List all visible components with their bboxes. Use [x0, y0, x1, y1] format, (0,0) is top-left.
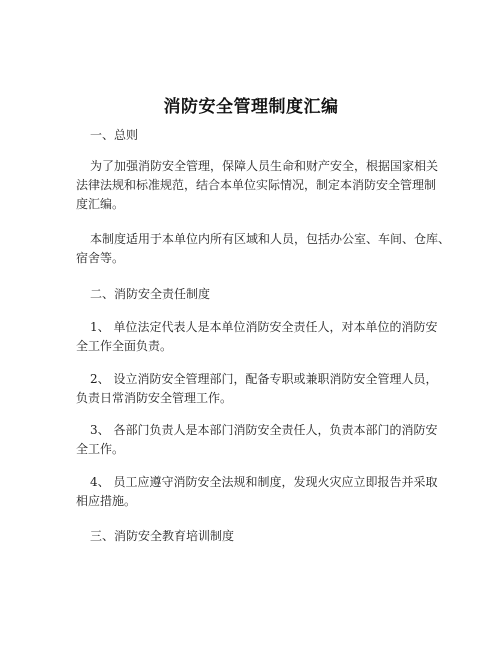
paragraph-line: 为了加强消防安全管理，保障人员生命和财产安全，根据国家相关 [90, 159, 439, 173]
document-title: 消防安全管理制度汇编 [163, 97, 339, 117]
responsibility-item-2 [76, 370, 446, 408]
responsibility-item-1 [76, 318, 446, 356]
paragraph-line: 1、 单位法定代表人是本单位消防安全责任人，对本单位的消防安 [90, 320, 438, 334]
paragraph-line: 度汇编。 [76, 197, 125, 211]
paragraph-line: 一、总则 [90, 128, 139, 142]
paragraph-line: 本制度适用于本单位内所有区域和人员，包括办公室、车间、仓库、 [90, 232, 451, 246]
responsibility-item-3 [76, 421, 446, 459]
paragraph-scope [76, 230, 451, 268]
paragraph-purpose [76, 157, 446, 214]
paragraph-line: 2、 设立消防安全管理部门，配备专职或兼职消防安全管理人员， [90, 372, 438, 386]
paragraph-line: 法律法规和标准规范，结合本单位实际情况，制定本消防安全管理制 [76, 178, 437, 192]
paragraph-line: 全工作。 [76, 442, 125, 456]
section-heading-responsibility [76, 285, 460, 304]
paragraph-line: 二、消防安全责任制度 [90, 287, 211, 301]
paragraph-line: 3、 各部门负责人是本部门消防安全责任人，负责本部门的消防安 [90, 423, 438, 437]
paragraph-line: 全工作全面负责。 [76, 339, 173, 353]
paragraph-line: 相应措施。 [76, 494, 137, 508]
section-heading-training [76, 527, 460, 546]
paragraph-line: 4、 员工应遵守消防安全法规和制度，发现火灾应立即报告并采取 [90, 475, 438, 489]
paragraph-line: 宿舍等。 [76, 251, 125, 265]
paragraph-line: 负责日常消防安全管理工作。 [76, 391, 233, 405]
section-heading-general [76, 126, 460, 145]
paragraph-line: 三、消防安全教育培训制度 [90, 529, 235, 543]
responsibility-item-4 [76, 473, 446, 511]
